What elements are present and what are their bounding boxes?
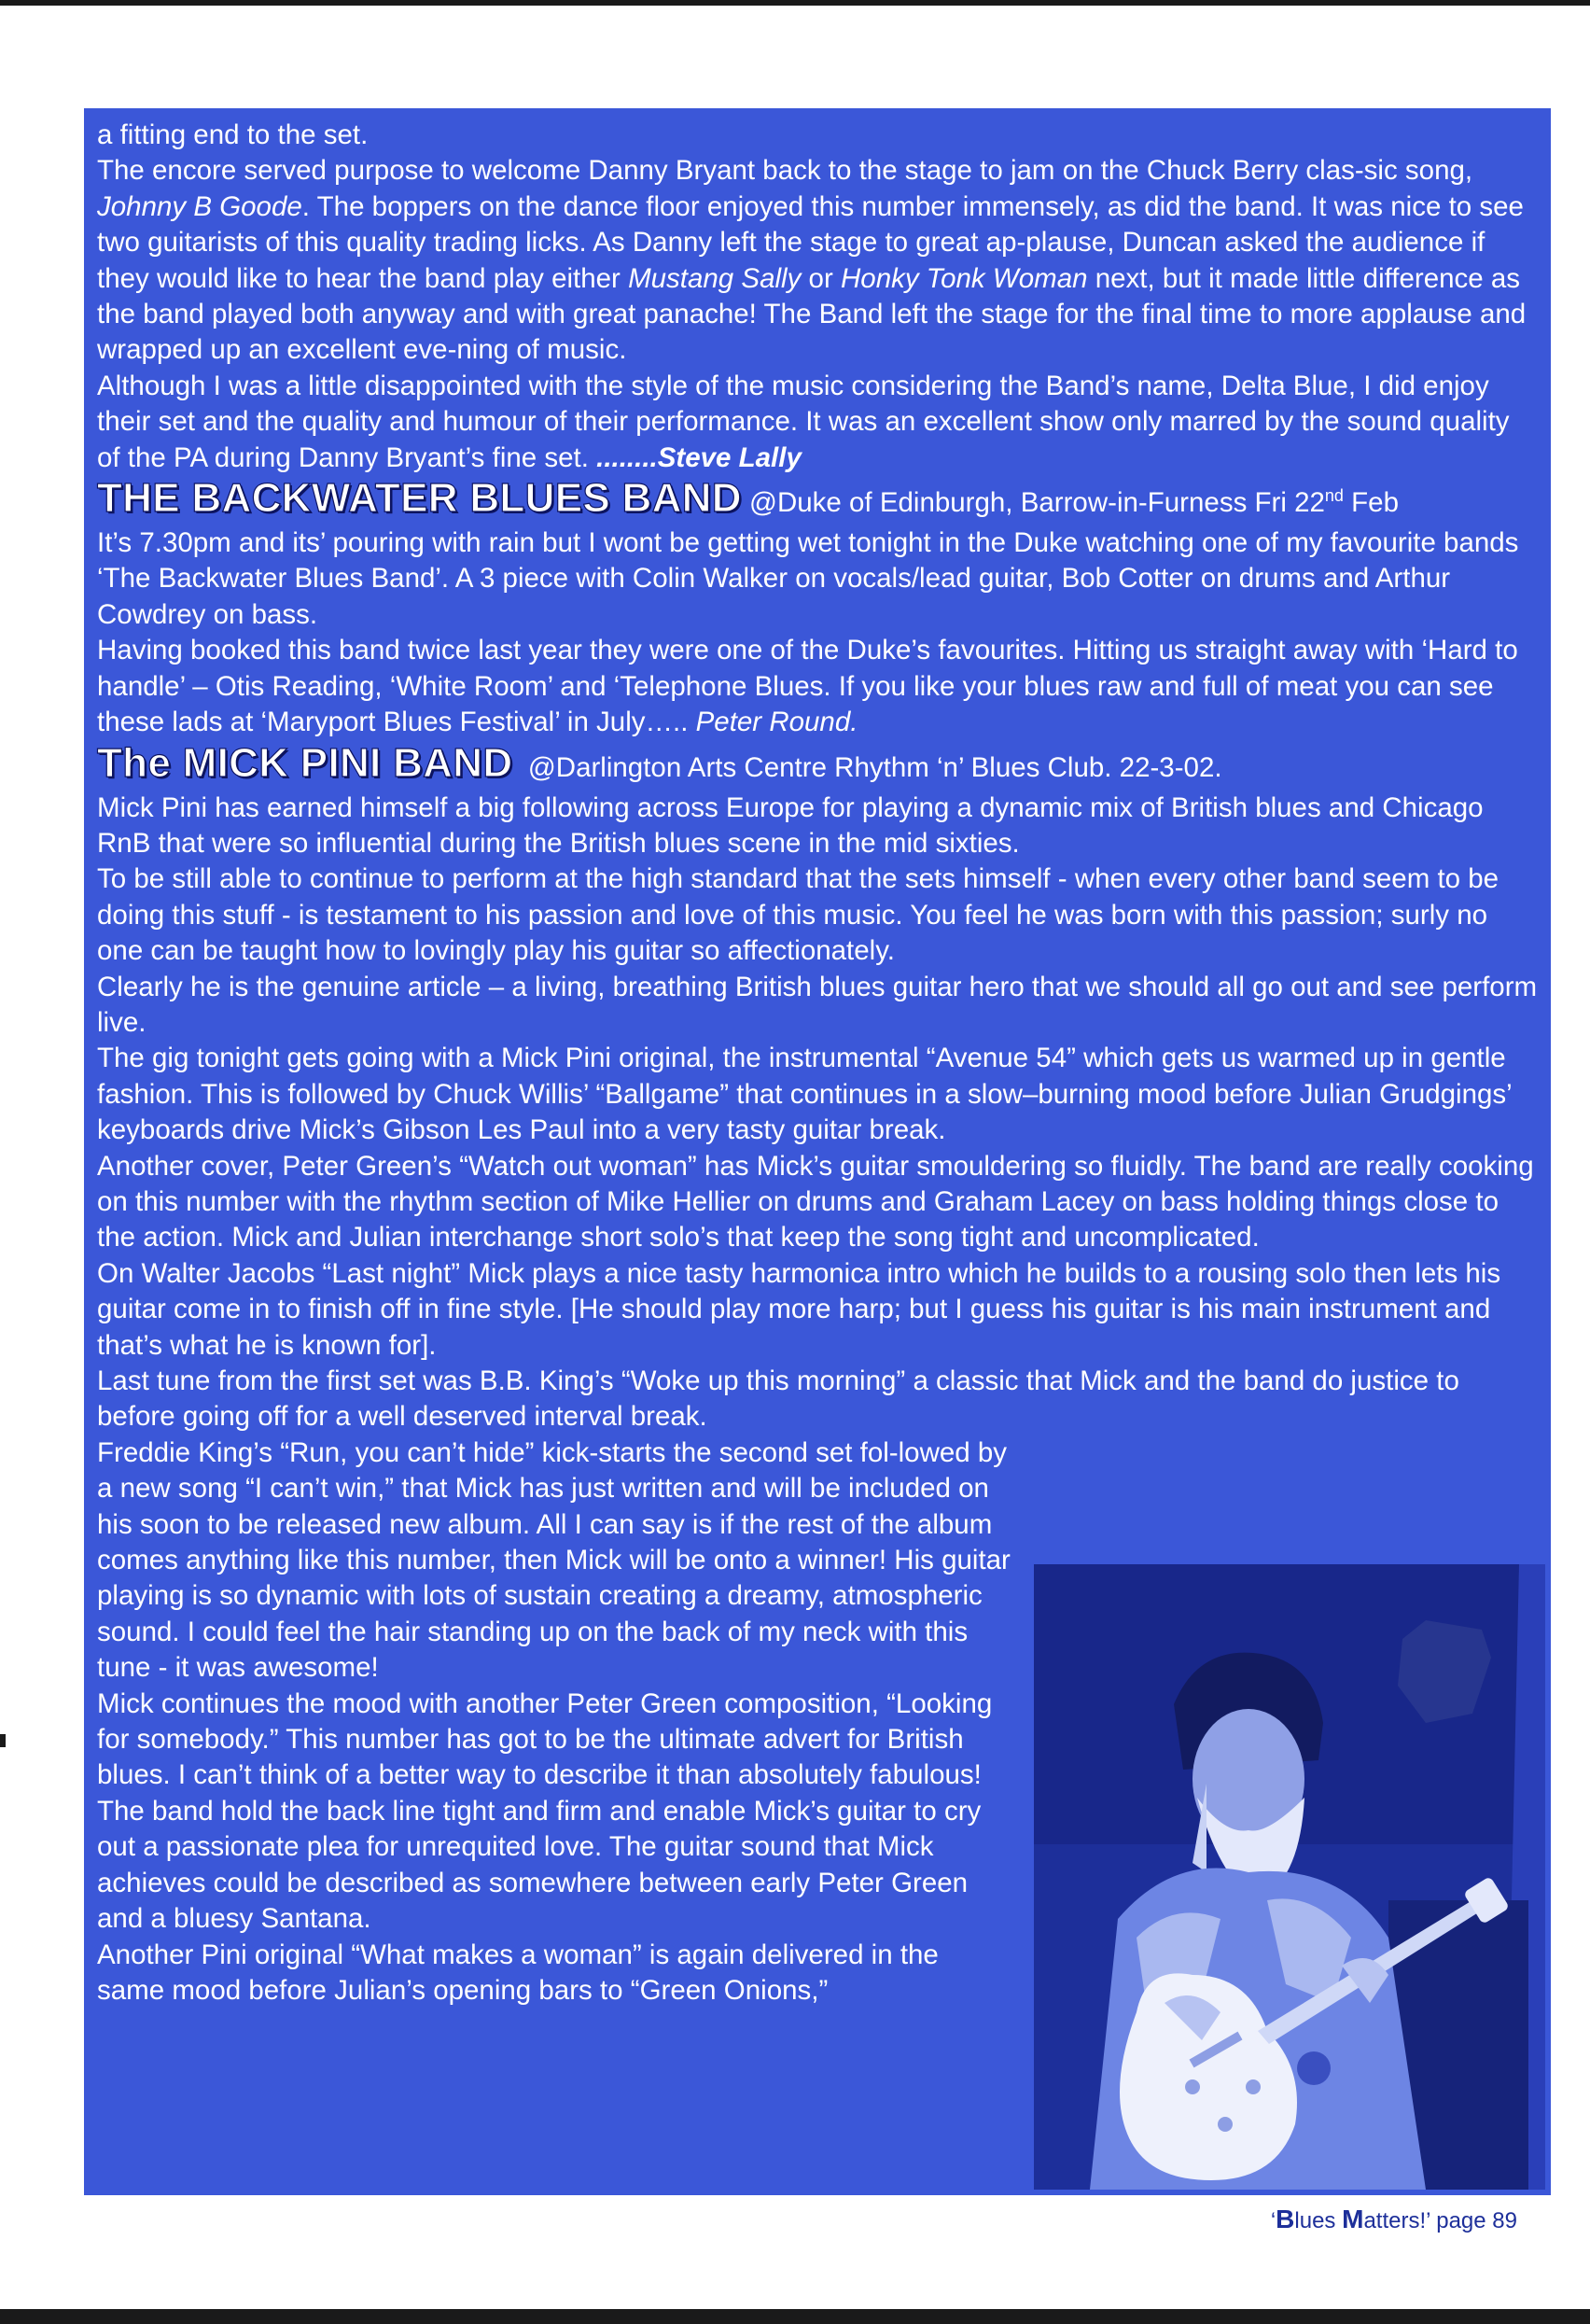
pini-paragraph-4: The gig tonight gets going with a Mick Pini original, the instrumental “Avenue 54” which gets us warmed up in gentle fashion. This is followed by Chuck Willis’ “Ballgame” that continues in a slow–burning mood before Julian Grudgings’ keyboards drive Mick’s Gibson Les Paul into a very tasty guitar break. <box>97 1043 1512 1146</box>
band-title: The MICK PINI BAND <box>97 739 513 786</box>
backwater-paragraph-2: Having booked this band twice last year they were one of the Duke’s favourites. Hitting us straight away with ‘Hard to handle’ – Otis Reading, ‘White Room’ and ‘Telephone Blues. If you like your blues raw and full of meat you can see these lads at ‘Maryport Blues Festival’ in July….. Peter Round. <box>97 635 1518 738</box>
scan-edge-mark <box>0 1734 6 1747</box>
backwater-paragraph-1: It’s 7.30pm and its’ pouring with rain but I wont be getting wet tonight in the Duke watching one of my favourite bands ‘The Backwater Blues Band’. A 3 piece with Colin Walker on vocals/lead guitar, Bob Cotter on drums and Arthur Cowdrey on bass. <box>97 527 1519 630</box>
intro-paragraph-2: The encore served purpose to welcome Danny Bryant back to the stage to jam on the Chuck Berry clas-sic song, Johnny B Goode. The boppers on the dance floor enjoyed this number immensely, as did the band. It was nice to see two guitarists of this quality trading licks. As Danny left the stage to great ap-plause, Duncan asked the audience if they would like to hear the band play either Mustang Sally or Honky Tonk Woman next, but it made little difference as the band played both anyway and with great panache! The Band left the stage for the final time to more applause and wrapped up an excellent eve-ning of music. <box>97 155 1527 366</box>
pini-paragraph-3: Clearly he is the genuine article – a living, breathing British blues guitar hero that we should all go out and see perform live. <box>97 971 1538 1038</box>
pini-paragraph-5: Another cover, Peter Green’s “Watch out woman” has Mick’s guitar smouldering so fluidly. The band are really cooking on this number with the rhythm section of Mike Hellier on drums and Graham Lacey on bass holding things close to the action. Mick and Julian interchange short solo’s that keep the song tight and uncomplicated. <box>97 1150 1534 1253</box>
band-title: THE BACKWATER BLUES BAND <box>97 475 742 522</box>
intro-paragraph-1: a fitting end to the set. <box>97 119 369 150</box>
section-heading-backwater: THE BACKWATER BLUES BAND @Duke of Edinburgh, Barrow-in-Furness Fri 22nd Feb <box>97 475 1399 522</box>
section-heading-pini <box>97 741 1538 791</box>
song-title: Johnny B Goode <box>97 190 302 222</box>
guitarist-photo <box>1034 1564 1545 2190</box>
intro-paragraph-3: Although I was a little disappointed with the style of the music considering the Band’s name, Delta Blue, I did enjoy their set and the quality and humour of their performance. It was an excellent show only marred by the sound quality of the PA during Danny Bryant’s fine set. ........Steve Lally <box>97 370 1510 473</box>
song-title: Mustang Sally <box>628 262 802 294</box>
pini-paragraph-6: On Walter Jacobs “Last night” Mick plays a nice tasty harmonica intro which he builds to a rousing solo then lets his guitar come in to finish off in fine style. [He should play more harp; but I guess his guitar is his main instrument and that’s what he is known for]. <box>97 1257 1501 1361</box>
bottom-border <box>0 2309 1590 2324</box>
author-signature: ........Steve Lally <box>596 441 802 473</box>
pini-paragraph-8: Freddie King’s “Run, you can’t hide” kick-starts the second set fol-lowed by a new song “I can’t win,” that Mick has just written and will be included on his soon to be released new album. All I can say is if the rest of the album comes anything like this number, then Mick will be onto a winner! His guitar playing is so dynamic with lots of sustain creating a dreamy, atmospheric sound. I could feel the hair standing up on the back of my neck with this tune - it was awesome! <box>97 1436 1011 1684</box>
pini-paragraph-1: Mick Pini has earned himself a big following across Europe for playing a dynamic mix of British blues and Chicago RnB that were so influential during the British blues scene in the mid sixties. <box>97 791 1484 859</box>
pini-paragraph-9: Mick continues the mood with another Peter Green composition, “Looking for somebody.” This number has got to be the ultimate advert for British blues. I can’t think of a better way to describe it than absolutely fabulous! The band hold the back line tight and firm and enable Mick’s guitar to cry out a passionate plea for unrequited love. The guitar sound that Mick achieves could be described as somewhere between early Peter Green and a bluesy Santana. <box>97 1687 993 1935</box>
top-border <box>0 0 1590 6</box>
author-signature: Peter Round. <box>695 707 858 738</box>
venue-line: @Darlington Arts Centre Rhythm ‘n’ Blues Club. 22-3-02. <box>527 751 1222 783</box>
pini-paragraph-7: Last tune from the first set was B.B. King’s “Woke up this morning” a classic that Mick and the band do justice to before going off for a well deserved interval break. <box>97 1365 1459 1433</box>
pini-paragraph-2: To be still able to continue to perform at the high standard that the sets himself - when every other band seem to be doing this stuff - is testament to his passion and love of this music. You feel he was born with this passion; surly no one can be taught how to lovingly play his guitar so affectionately. <box>97 863 1499 967</box>
text-beside-photo <box>97 1435 1011 2009</box>
page-footer: ‘Blues Matters!’ page 89 <box>1270 2205 1517 2233</box>
song-title: Honky Tonk Woman <box>840 262 1088 294</box>
pini-paragraph-10: Another Pini original “What makes a woman” is again delivered in the same mood before Julian’s opening bars to “Green Onions,” <box>97 1939 939 2006</box>
venue-line: @Duke of Edinburgh, Barrow-in-Furness Fri 22 <box>741 487 1325 519</box>
